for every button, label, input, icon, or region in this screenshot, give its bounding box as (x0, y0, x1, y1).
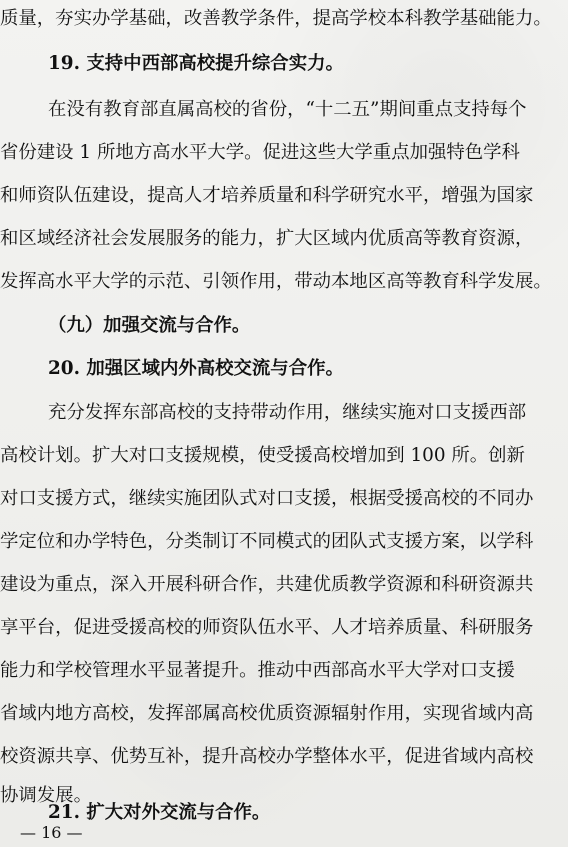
text-line-7: 发挥高水平大学的示范、引领作用，带动本地区高等教育科学发展。 (0, 271, 552, 292)
text-line-11: 高校计划。扩大对口支援规模，使受援高校增加到 100 所。创新 (0, 445, 525, 466)
text-line-16: 能力和学校管理水平显著提升。推动中西部高水平大学对口支援 (0, 660, 515, 681)
section-heading-19: 19. 支持中西部高校提升综合实力。 (48, 53, 344, 74)
text-line-1: 质量，夯实办学基础，改善教学条件，提高学校本科教学基础能力。 (0, 8, 552, 29)
text-line-10: 充分发挥东部高校的支持带动作用，继续实施对口支援西部 (48, 402, 527, 423)
section-heading-21: 21. 扩大对外交流与合作。 (48, 802, 271, 823)
section-heading-9: （九）加强交流与合作。 (48, 315, 251, 336)
text-line-17: 省域内地方高校，发挥部属高校优质资源辐射作用，实现省域内高 (0, 703, 534, 724)
page-number: — 16 — (20, 823, 83, 842)
text-line-5: 和师资队伍建设，提高人才培养质量和科学研究水平，增强为国家 (0, 185, 534, 206)
text-line-4: 省份建设 1 所地方高水平大学。促进这些大学重点加强特色学科 (0, 142, 520, 163)
text-line-13: 学定位和办学特色，分类制订不同模式的团队式支援方案，以学科 (0, 531, 534, 552)
text-line-12: 对口支援方式，继续实施团队式对口支援，根据受援高校的不同办 (0, 488, 534, 509)
text-line-15: 享平台，促进受援高校的师资队伍水平、人才培养质量、科研服务 (0, 617, 534, 638)
section-heading-20: 20. 加强区域内外高校交流与合作。 (48, 358, 344, 379)
text-line-3: 在没有教育部直属高校的省份，“十二五”期间重点支持每个 (48, 99, 527, 120)
text-line-14: 建设为重点，深入开展科研合作，共建优质教学资源和科研资源共 (0, 574, 534, 595)
text-line-6: 和区域经济社会发展服务的能力，扩大区域内优质高等教育资源， (0, 228, 534, 249)
text-line-19: 协调发展。 (0, 785, 92, 806)
text-line-18: 校资源共享、优势互补，提升高校办学整体水平，促进省域内高校 (0, 746, 534, 767)
